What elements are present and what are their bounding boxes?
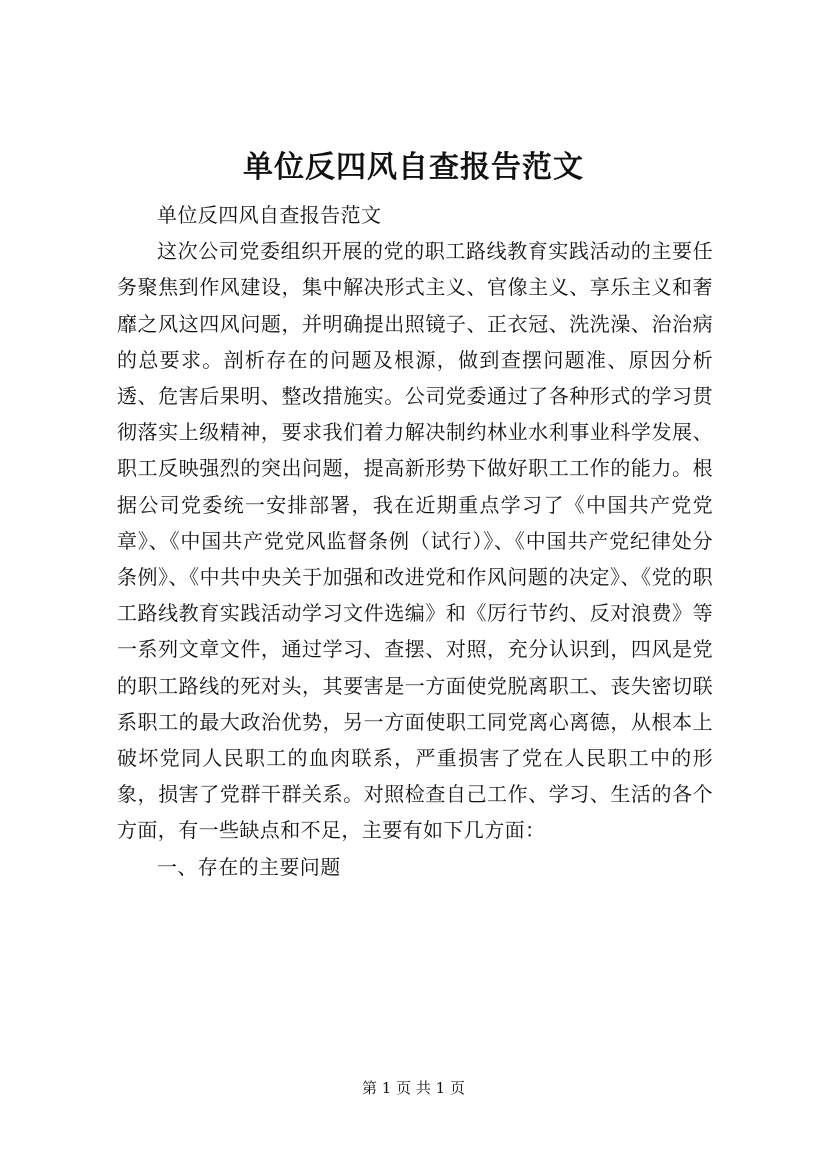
document-body <box>117 197 713 885</box>
subtitle-line: 单位反四风自查报告范文 <box>157 203 382 227</box>
section-heading: 一、存在的主要问题 <box>157 854 341 879</box>
document-title: 单位反四风自查报告范文 <box>243 150 584 185</box>
page-footer: 第 1 页 共 1 页 <box>362 1079 465 1097</box>
body-paragraph: 这次公司党委组织开展的党的职工路线教育实践活动的主要任务聚焦到作风建设，集中解决形式主义、官像主义、享乐主义和奢靡之风这四风问题，并明确提出照镜子、正衣冠、洗洗澡、治治病的总要求。剖析存在的问题及根源，做到查摆问题准、原因分析透、危害后果明、整改措施实。公司党委通过了各种形式的学习贯彻落实上级精神，要求我们着力解决制约林业水利事业科学发展、职工反映强烈的突出问题，提高新形势下做好职工工作的能力。根据公司党委统一安排部署，我在近期重点学习了《中国共产党党章》、《中国共产党党风监督条例（试行）》、《中国共产党纪律处分条例》、《中共中央关于加强和改进党和作风问题的决定》、《党的职工路线教育实践活动学习文件选编》和《厉行节约、反对浪费》等一系列文章文件，通过学习、查摆、对照，充分认识到，四风是党的职工路线的死对头，其要害是一方面使党脱离职工、丧失密切联系职工的最大政治优势，另一方面使职工同党离心离德，从根本上破坏党同人民职工的血肉联系，严重损害了党在人民职工中的形象，损害了党群干群关系。对照检查自己工作、学习、生活的各个方面，有一些缺点和不足，主要有如下几方面： <box>117 239 713 843</box>
